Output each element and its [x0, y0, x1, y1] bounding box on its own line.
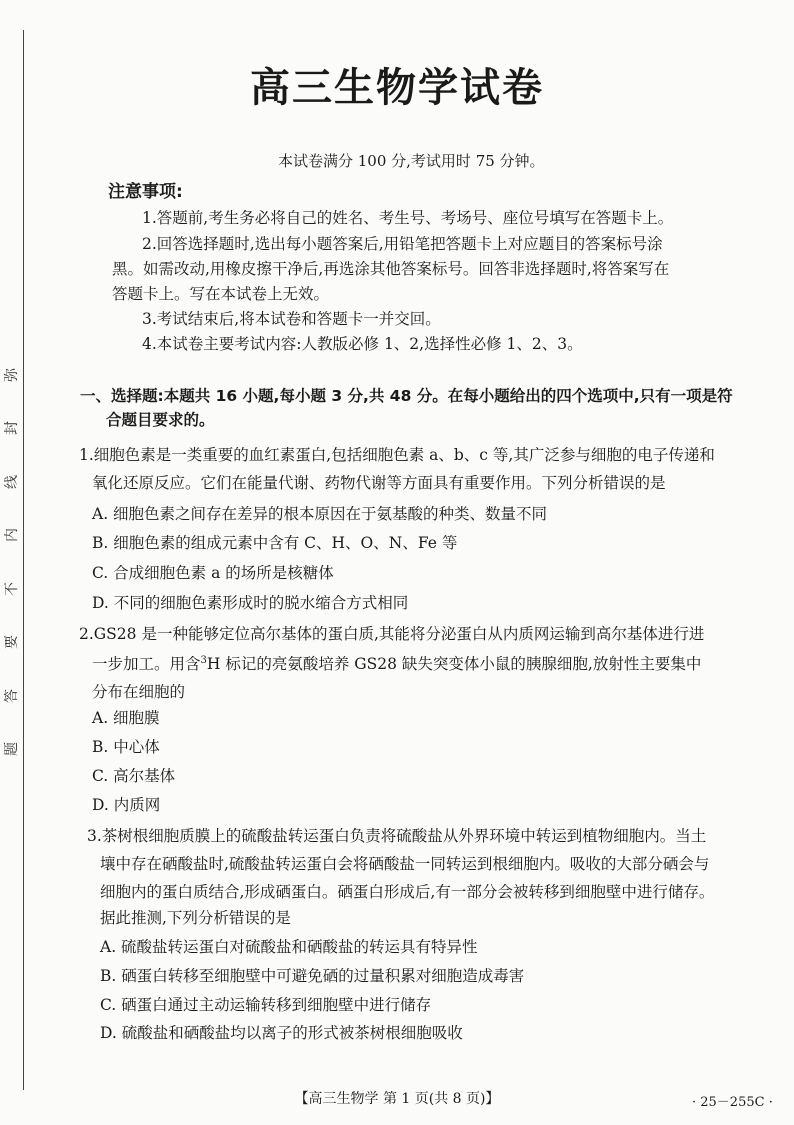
notice-heading: 注意事项: — [108, 182, 183, 202]
q3-stem-line-3: 细胞内的蛋白质结合,形成硒蛋白。硒蛋白形成后,有一部分会被转移到细胞壁中进行储存。 — [100, 883, 715, 901]
binding-char: 封 — [4, 421, 20, 436]
q3-option-b: B. 硒蛋白转移至细胞壁中可避免硒的过量积累对细胞造成毒害 — [100, 967, 525, 985]
q2-stem-line-3: 分布在细胞的 — [92, 683, 186, 701]
binding-char: 弥 — [4, 368, 20, 382]
q1-option-c: C. 合成细胞色素 a 的场所是核糖体 — [92, 564, 334, 582]
q3-stem-line-1: 3.茶树根细胞质膜上的硫酸盐转运蛋白负责将硫酸盐从外界环境中转运到植物细胞内。当土 — [87, 827, 707, 845]
q2-option-a: A. 细胞膜 — [92, 709, 160, 727]
q2-option-c: C. 高尔基体 — [92, 767, 176, 785]
isotope-superscript: 3 — [200, 654, 207, 666]
exam-code: · 25－255C · — [692, 1095, 773, 1110]
notice-item-1: 1.答题前,考生务必将自己的姓名、考生号、考场号、座位号填写在答题卡上。 — [142, 209, 674, 227]
binding-char: 线 — [4, 474, 20, 489]
q2-stem-line-2 — [92, 652, 701, 674]
q3-stem-line-2: 壤中存在硒酸盐时,硫酸盐转运蛋白会将硒酸盐一同转运到根细胞内。吸收的大部分硒会与 — [100, 855, 710, 873]
q1-option-b: B. 细胞色素的组成元素中含有 C、H、O、N、Fe 等 — [92, 534, 458, 552]
notice-item-2-line-2: 黑。如需改动,用橡皮擦干净后,再选涂其他答案标号。回答非选择题时,将答案写在 — [112, 260, 670, 278]
q3-option-c: C. 硒蛋白通过主动运输转移到细胞壁中进行储存 — [100, 996, 432, 1014]
page-title: 高三生物学试卷 — [250, 65, 544, 111]
notice-item-2-line-3: 答题卡上。写在本试卷上无效。 — [112, 285, 330, 303]
section-heading-line-2: 合题目要求的。 — [106, 411, 215, 429]
page-footer: 【高三生物学 第 1 页(共 8 页)】 — [294, 1091, 500, 1107]
q1-stem-line-1: 1.细胞色素是一类重要的血红素蛋白,包括细胞色素 a、b、c 等,其广泛参与细胞的电子传递和 — [79, 446, 715, 464]
exam-info: 本试卷满分 100 分,考试用时 75 分钟。 — [278, 152, 545, 170]
binding-line — [23, 30, 24, 1090]
binding-char: 不 — [4, 581, 20, 596]
q3-option-d: D. 硫酸盐和硒酸盐均以离子的形式被茶树根细胞吸收 — [100, 1024, 463, 1042]
binding-char: 内 — [4, 528, 20, 543]
binding-char: 要 — [4, 635, 20, 650]
notice-item-2-line-1: 2.回答选择题时,选出每小题答案后,用铅笔把答题卡上对应题目的答案标号涂 — [142, 235, 663, 253]
q2-stem-line-1: 2.GS28 是一种能够定位高尔基体的蛋白质,其能将分泌蛋白从内质网运输到高尔基体进行进 — [79, 625, 705, 643]
q1-option-a: A. 细胞色素之间存在差异的根本原因在于氨基酸的种类、数量不同 — [92, 505, 548, 523]
binding-strip — [2, 368, 22, 756]
notice-item-4: 4.本试卷主要考试内容:人教版必修 1、2,选择性必修 1、2、3。 — [142, 335, 583, 353]
section-heading-line-1: 一、选择题:本题共 16 小题,每小题 3 分,共 48 分。在每小题给出的四个选项中,只有一项是符 — [80, 387, 733, 405]
q3-stem-line-4: 据此推测,下列分析错误的是 — [100, 909, 291, 927]
q1-option-d: D. 不同的细胞色素形成时的脱水缩合方式相同 — [92, 594, 409, 612]
binding-char: 题 — [4, 741, 20, 756]
q2-option-b: B. 中心体 — [92, 738, 160, 756]
notice-item-3: 3.考试结束后,将本试卷和答题卡一并交回。 — [142, 310, 441, 328]
q1-stem-line-2: 氧化还原反应。它们在能量代谢、药物代谢等方面具有重要作用。下列分析错误的是 — [92, 474, 666, 492]
q2-option-d: D. 内质网 — [92, 796, 161, 814]
q2-stem-pre: 一步加工。用含 — [92, 655, 201, 673]
q2-stem-post: H 标记的亮氨酸培养 GS28 缺失突变体小鼠的胰腺细胞,放射性主要集中 — [206, 655, 702, 673]
binding-char: 答 — [4, 688, 20, 703]
q3-option-a: A. 硫酸盐转运蛋白对硫酸盐和硒酸盐的转运具有特异性 — [100, 938, 478, 956]
